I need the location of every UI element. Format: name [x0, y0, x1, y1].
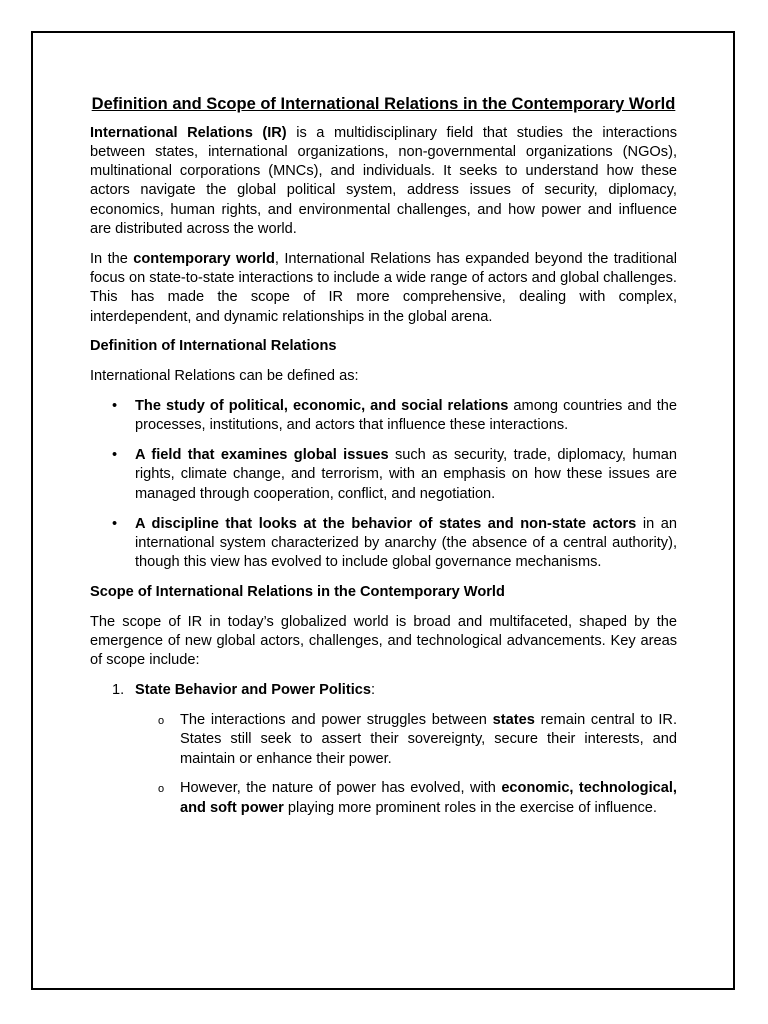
- contemporary-term: contemporary world: [133, 250, 275, 267]
- bullet-text: among countries and the processes, institutions, and actors that influence these interactions.: [135, 398, 677, 434]
- item-heading: [135, 681, 677, 700]
- intro-paragraph: [90, 124, 677, 240]
- bullet-marker: •: [112, 398, 118, 415]
- bullet-text: such as security, trade, diplomacy, human rights, climate change, and terrorism, with an emphasis on how these issues are managed through cooperation, conflict, and negotiation.: [135, 447, 677, 502]
- item-suffix: :: [371, 682, 376, 699]
- bullet-bold: A discipline that looks at the behavior of states and non-state actors: [135, 515, 637, 532]
- scope-heading: Scope of International Relations in the Contemporary World: [90, 583, 505, 600]
- bullet-bold: The study of political, economic, and social relations: [135, 398, 509, 415]
- sub-text-pre: However, the nature of power has evolved, with: [180, 780, 502, 797]
- document-body: [90, 93, 677, 828]
- contemporary-paragraph: [90, 250, 677, 327]
- sub-list-item: [135, 711, 677, 769]
- list-item: [90, 446, 677, 504]
- definition-lead: International Relations can be defined as:: [90, 368, 359, 385]
- sub-text-bold: economic, technological, and soft power: [180, 780, 677, 816]
- document-title: Definition and Scope of International Relations in the Contemporary World: [91, 95, 676, 113]
- sub-list-item: [135, 779, 677, 818]
- definition-heading: Definition of International Relations: [90, 338, 337, 355]
- item-number: 1.: [112, 682, 125, 699]
- intro-text: is a multidisciplinary field that studies the interactions between states, international organizations, non-governmental organizations (NGOs), multinational corporations (MNCs), and individuals. It seeks to understand how these actors navigate the global political system, address issues of security, diplomacy, economics, human rights, and environmental challenges, and how power and influence are distributed across the world.: [90, 124, 677, 237]
- bullet-marker: •: [112, 515, 118, 532]
- scope-list: [90, 681, 677, 818]
- scope-lead: The scope of IR in today’s globalized world is broad and multifaceted, shaped by the emergence of new global actors, challenges, and technological advancements. Key areas of scope include:: [90, 613, 677, 669]
- sub-bullet-marker: o: [158, 714, 165, 727]
- bullet-marker: •: [112, 447, 118, 464]
- bullet-text: in an international system characterized by anarchy (the absence of a central authority), though this view has evolved to include global governance mechanisms.: [135, 515, 677, 571]
- list-item: [90, 515, 677, 573]
- definition-list: [90, 397, 677, 572]
- sub-text-post: playing more prominent roles in the exercise of influence.: [283, 799, 657, 816]
- list-item: [90, 681, 677, 818]
- sub-text-pre: The interactions and power struggles between: [180, 711, 493, 728]
- contemporary-prefix: In the: [90, 250, 134, 267]
- sub-bullet-marker: o: [158, 783, 165, 796]
- item-title: State Behavior and Power Politics: [135, 682, 372, 699]
- sub-text-post: remain central to IR. States still seek to assert their sovereignty, secure their interests, and maintain or enhance their power.: [180, 711, 677, 767]
- list-item: [90, 397, 677, 436]
- sub-list: [135, 711, 677, 818]
- sub-text-bold: states: [492, 711, 535, 728]
- contemporary-text: , International Relations has expanded beyond the traditional focus on state-to-state interactions to include a wide range of actors and global challenges. This has made the scope of IR more comprehensive, dealing with complex, interdependent, and dynamic relationships in the global arena.: [90, 250, 677, 325]
- intro-term: International Relations (IR): [90, 124, 287, 141]
- bullet-bold: A field that examines global issues: [135, 447, 389, 464]
